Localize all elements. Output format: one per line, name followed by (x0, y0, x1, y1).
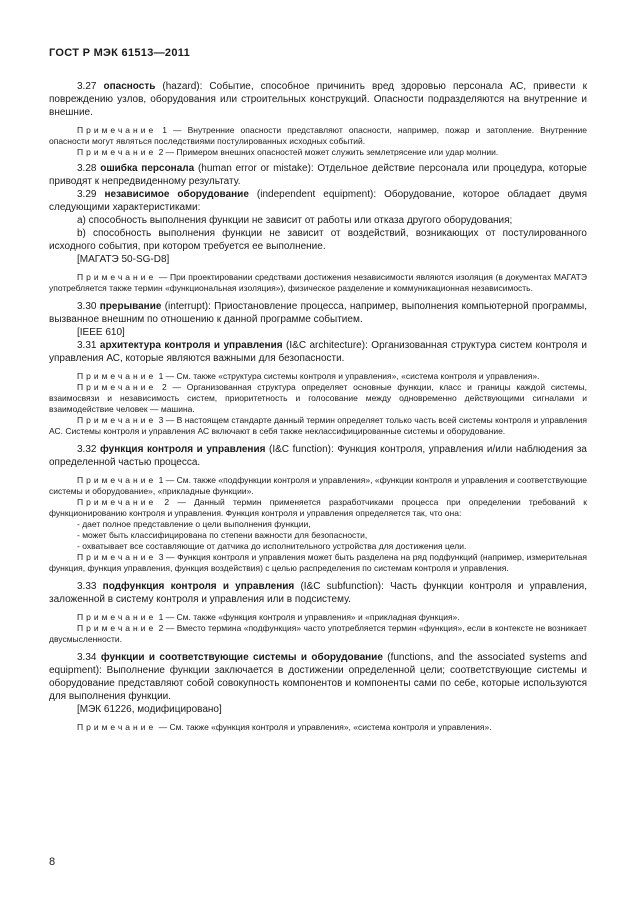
list-item: b) способность выполнения функции не зависит от воздействий, возникающих от постулированного исходного события, при котором требуется ее выполнение. (49, 228, 587, 252)
page-header: ГОСТ Р МЭК 61513—2011 (49, 47, 190, 59)
term-3-34: 3.34 функции и соответствующие системы и оборудование (functions, and the associated systems and equipment): Выполнение функции заключается в достижении определенной цели; соответствующие системы и оборудование представляют собой совокупность компонентов и компоненты сами по себе, которые используются для выполнения функции. (49, 652, 587, 702)
note: Примечание 3 — Функция контроля и управления может быть разделена на ряд подфункций (например, измерительная функция, функция управления, функция воздействия) с целью распределения по системам контроля и управления. (49, 552, 587, 573)
term-3-32: 3.32 функция контроля и управления (I&C function): Функция контроля, управления и/или наблюдения за определенной частью процесса. (49, 444, 587, 468)
term-3-29: 3.29 независимое оборудование (independent equipment): Оборудование, которое обладает двумя следующими характеристиками: (49, 189, 587, 213)
note: Примечание 2 — Данный термин применяется разработчиками процесса при определении требований к функционированию контроля и управления. Функция контроля и управления определяется так, что она: (49, 497, 587, 518)
content (49, 80, 587, 733)
note: Примечание 2 — Примером внешних опасностей может служить землетрясение или удар молнии. (77, 147, 499, 157)
reference: [МЭК 61226, модифицировано] (77, 704, 222, 715)
note: Примечание 2 — Организованная структура определяет основные функции, класс и границы каждой системы, взаимосвязи и независимость систем, приоритетность и голосование между одновременно действующими сигналами и взаимодействие человек — машина. (49, 382, 587, 414)
note: Примечание 1 — См. также «функция контроля и управления» и «прикладная функция». (77, 612, 460, 622)
list-item: - дает полное представление о цели выполнения функции, (77, 519, 311, 529)
term-3-27: 3.27 опасность (hazard): Событие, способное причинить вред здоровью персонала АС, привести к повреждению узлов, оборудования или строительных конструкций. Опасности подразделяются на внутренние и внешние. (49, 81, 587, 118)
page-number: 8 (49, 856, 56, 868)
note: Примечание 3 — В настоящем стандарте данный термин определяет только часть всей системы контроля и управления АС. Системы контроля и управления АС включают в себя также неклассифицированные системы и оборудование. (49, 415, 587, 436)
term-3-30: 3.30 прерывание (interrupt): Приостановление процесса, например, выполнения компьютерной программы, вызванное внешним по отношению к данной программе событием. (49, 301, 587, 325)
list-item: - может быть классифицирована по степени важности для безопасности, (77, 530, 368, 540)
note: Примечание 2 — Вместо термина «подфункция» часто употребляется термин «функция», если в контексте не возникает двусмысленности. (49, 623, 587, 644)
reference: [МАГАТЭ 50-SG-D8] (77, 254, 170, 265)
note: Примечание 1 — Внутренние опасности представляют опасности, например, пожар и затопление. Внутренние опасности могут являться последствиями постулированных исходных событий. (49, 125, 587, 146)
note: Примечание — При проектировании средствами достижения независимости являются изоляция (в документах МАГАТЭ употребляется также термин «функциональная изоляция»), физическое разделение и коммуникационная независимость. (49, 272, 587, 293)
term-3-31: 3.31 архитектура контроля и управления (I&C architecture): Организованная структура систем контроля и управления АС, которые являются важными для безопасности. (49, 340, 587, 364)
list-item: а) способность выполнения функции не зависит от работы или отказа другого оборудования; (77, 215, 513, 226)
reference: [IEEE 610] (77, 327, 125, 338)
term-3-28: 3.28 ошибка персонала (human error or mistake): Отдельное действие персонала или процедура, которые приводят к непредвиденному результату. (49, 163, 587, 187)
note: Примечание 1 — См. также «подфункции контроля и управления», «функции контроля и управления и соответствующие системы и оборудование», «прикладные функции». (49, 475, 587, 496)
note: Примечание 1 — См. также «структура системы контроля и управления», «система контроля и управления». (77, 371, 540, 381)
list-item: - охватывает все составляющие от датчика до исполнительного устройства для достижения цели. (77, 541, 467, 551)
note: Примечание — См. также «функция контроля и управления», «система контроля и управления». (77, 722, 492, 732)
term-3-33: 3.33 подфункция контроля и управления (I&C subfunction): Часть функции контроля и управления, заложенной в систему контроля и управления или в подсистему. (49, 581, 587, 605)
